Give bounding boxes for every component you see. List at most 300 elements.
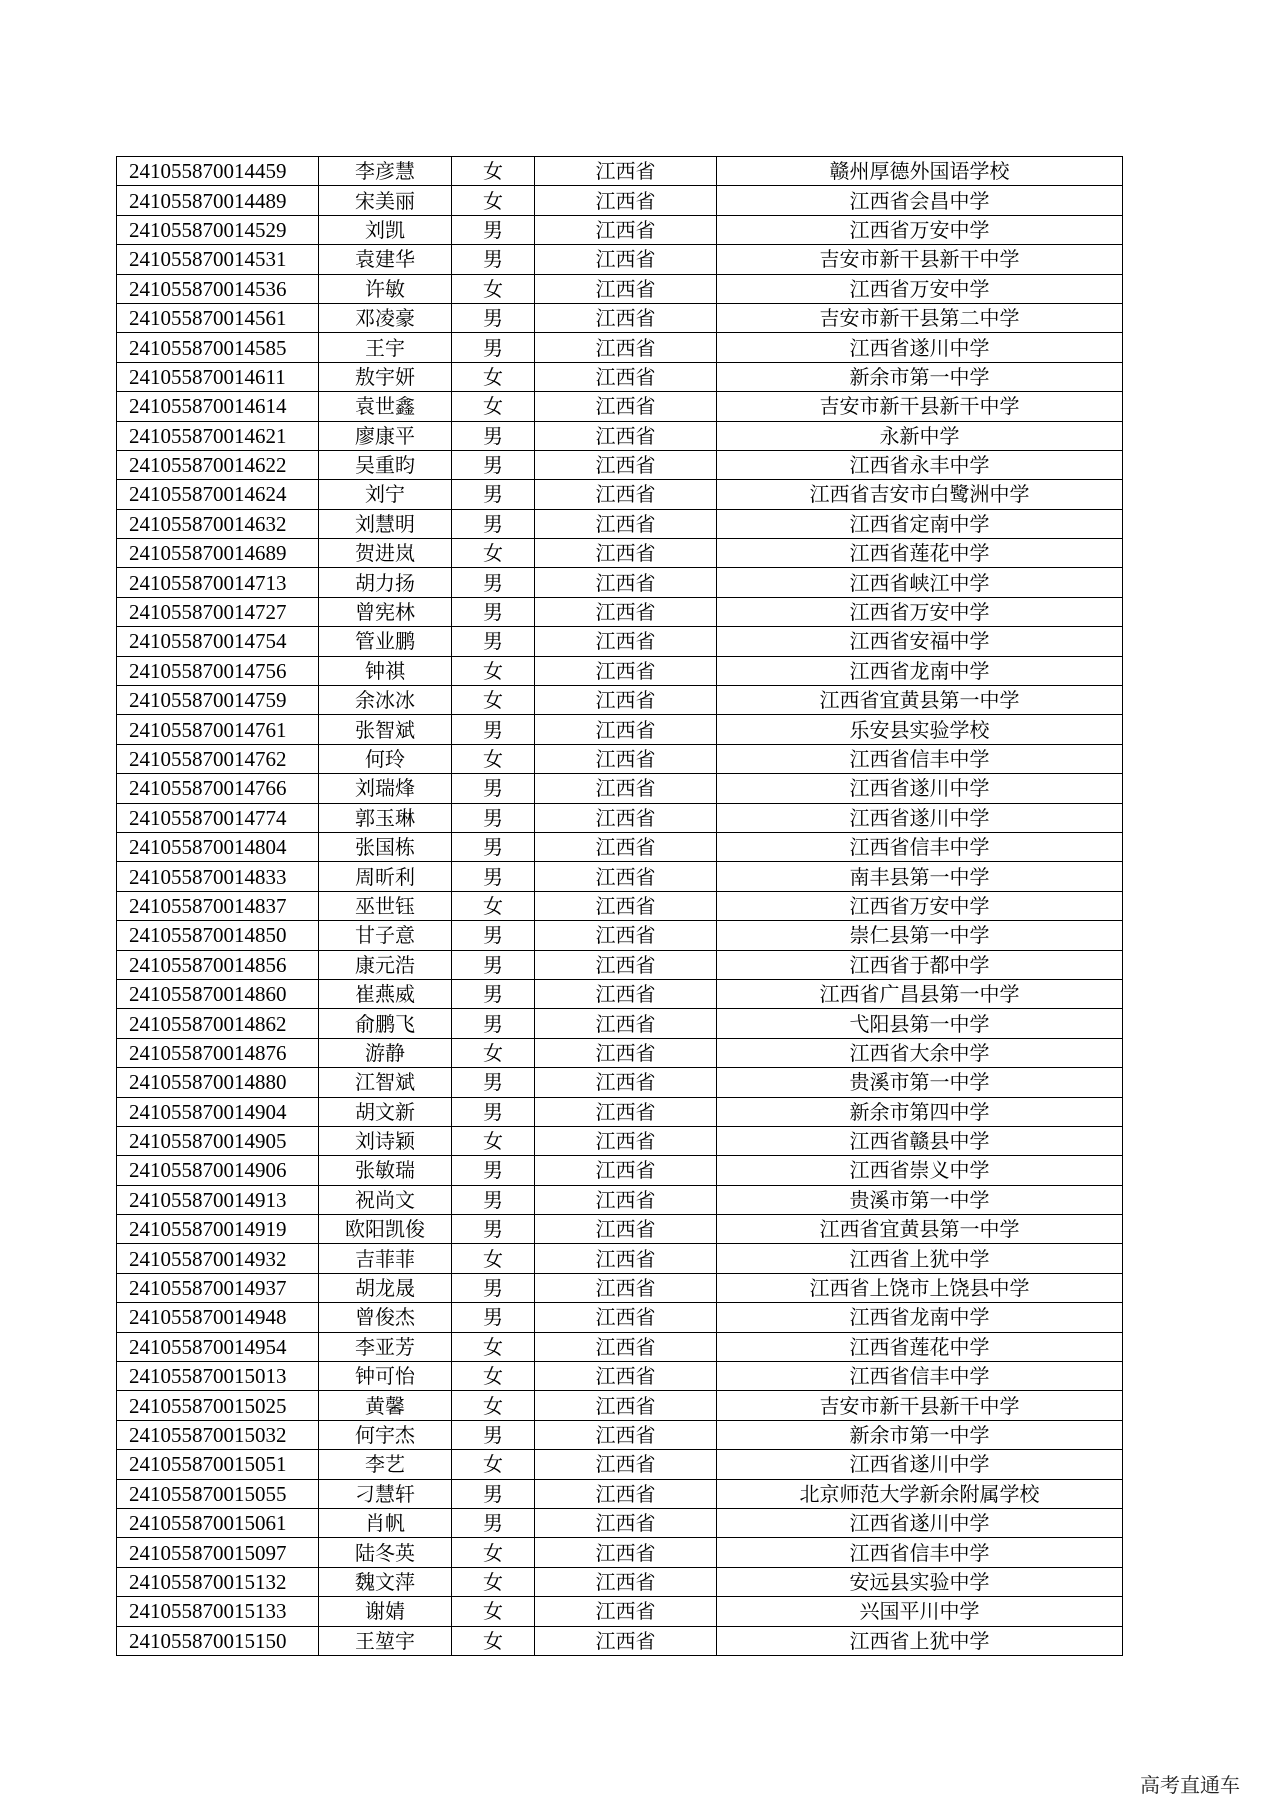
table-row: [117, 656, 1123, 685]
province-cell: 江西省: [535, 1273, 717, 1302]
gender-cell: 女: [452, 186, 535, 215]
exam-id-cell: 241055870014856: [117, 950, 319, 979]
gender-cell: 女: [452, 362, 535, 391]
province-cell: 江西省: [535, 862, 717, 891]
school-cell: 江西省遂川中学: [717, 803, 1123, 832]
school-cell: 江西省峡江中学: [717, 568, 1123, 597]
gender-cell: 男: [452, 1185, 535, 1214]
exam-id-cell: 241055870014754: [117, 627, 319, 656]
table-row: [117, 891, 1123, 920]
gender-cell: 女: [452, 392, 535, 421]
province-cell: 江西省: [535, 1097, 717, 1126]
school-cell: 江西省万安中学: [717, 215, 1123, 244]
school-cell: 江西省万安中学: [717, 274, 1123, 303]
name-cell: 刁慧轩: [319, 1479, 452, 1508]
name-cell: 李亚芳: [319, 1332, 452, 1361]
exam-id-cell: 241055870014774: [117, 803, 319, 832]
school-cell: 江西省遂川中学: [717, 1508, 1123, 1537]
province-cell: 江西省: [535, 568, 717, 597]
name-cell: 甘子意: [319, 921, 452, 950]
province-cell: 江西省: [535, 744, 717, 773]
exam-id-cell: 241055870014614: [117, 392, 319, 421]
table-row: [117, 421, 1123, 450]
gender-cell: 男: [452, 921, 535, 950]
school-cell: 新余市第一中学: [717, 362, 1123, 391]
name-cell: 宋美丽: [319, 186, 452, 215]
school-cell: 江西省永丰中学: [717, 450, 1123, 479]
name-cell: 廖康平: [319, 421, 452, 450]
gender-cell: 男: [452, 421, 535, 450]
school-cell: 江西省信丰中学: [717, 832, 1123, 861]
gender-cell: 男: [452, 215, 535, 244]
exam-id-cell: 241055870015032: [117, 1420, 319, 1449]
exam-id-cell: 241055870014611: [117, 362, 319, 391]
table-row: [117, 1420, 1123, 1449]
table-row: [117, 362, 1123, 391]
table-row: [117, 1450, 1123, 1479]
school-cell: 吉安市新干县新干中学: [717, 392, 1123, 421]
name-cell: 江智斌: [319, 1068, 452, 1097]
gender-cell: 男: [452, 950, 535, 979]
province-cell: 江西省: [535, 1244, 717, 1273]
province-cell: 江西省: [535, 392, 717, 421]
province-cell: 江西省: [535, 1362, 717, 1391]
table-row: [117, 245, 1123, 274]
province-cell: 江西省: [535, 509, 717, 538]
school-cell: 江西省定南中学: [717, 509, 1123, 538]
watermark-text: 高考直通车: [1140, 1773, 1240, 1797]
exam-id-cell: 241055870014585: [117, 333, 319, 362]
exam-id-cell: 241055870015150: [117, 1626, 319, 1655]
gender-cell: 女: [452, 744, 535, 773]
name-cell: 王堃宇: [319, 1626, 452, 1655]
table-row: [117, 715, 1123, 744]
exam-id-cell: 241055870014905: [117, 1126, 319, 1155]
name-cell: 胡龙晟: [319, 1273, 452, 1302]
name-cell: 刘慧明: [319, 509, 452, 538]
table-row: [117, 157, 1123, 186]
province-cell: 江西省: [535, 215, 717, 244]
province-cell: 江西省: [535, 1038, 717, 1067]
province-cell: 江西省: [535, 1538, 717, 1567]
gender-cell: 男: [452, 450, 535, 479]
province-cell: 江西省: [535, 686, 717, 715]
school-cell: 江西省遂川中学: [717, 1450, 1123, 1479]
name-cell: 钟可怡: [319, 1362, 452, 1391]
admission-list-table: [116, 156, 1123, 1656]
table-row: [117, 1156, 1123, 1185]
province-cell: 江西省: [535, 656, 717, 685]
gender-cell: 男: [452, 303, 535, 332]
table-row: [117, 1009, 1123, 1038]
table-row: [117, 1215, 1123, 1244]
name-cell: 郭玉琳: [319, 803, 452, 832]
exam-id-cell: 241055870014904: [117, 1097, 319, 1126]
province-cell: 江西省: [535, 1626, 717, 1655]
table-row: [117, 1068, 1123, 1097]
school-cell: 江西省吉安市白鹭洲中学: [717, 480, 1123, 509]
name-cell: 周昕利: [319, 862, 452, 891]
exam-id-cell: 241055870014850: [117, 921, 319, 950]
school-cell: 江西省宜黄县第一中学: [717, 1215, 1123, 1244]
school-cell: 安远县实验中学: [717, 1567, 1123, 1596]
exam-id-cell: 241055870014954: [117, 1332, 319, 1361]
province-cell: 江西省: [535, 1567, 717, 1596]
exam-id-cell: 241055870014913: [117, 1185, 319, 1214]
table-row: [117, 832, 1123, 861]
province-cell: 江西省: [535, 1391, 717, 1420]
province-cell: 江西省: [535, 950, 717, 979]
gender-cell: 男: [452, 568, 535, 597]
gender-cell: 男: [452, 597, 535, 626]
table-row: [117, 744, 1123, 773]
school-cell: 江西省广昌县第一中学: [717, 979, 1123, 1008]
table-row: [117, 1244, 1123, 1273]
name-cell: 魏文萍: [319, 1567, 452, 1596]
exam-id-cell: 241055870014876: [117, 1038, 319, 1067]
school-cell: 江西省上犹中学: [717, 1626, 1123, 1655]
exam-id-cell: 241055870014727: [117, 597, 319, 626]
gender-cell: 女: [452, 1244, 535, 1273]
table-row: [117, 921, 1123, 950]
name-cell: 曾宪林: [319, 597, 452, 626]
exam-id-cell: 241055870014622: [117, 450, 319, 479]
name-cell: 李彦慧: [319, 157, 452, 186]
table-row: [117, 803, 1123, 832]
table-row: [117, 1332, 1123, 1361]
school-cell: 江西省崇义中学: [717, 1156, 1123, 1185]
school-cell: 北京师范大学新余附属学校: [717, 1479, 1123, 1508]
name-cell: 俞鹏飞: [319, 1009, 452, 1038]
exam-id-cell: 241055870014766: [117, 774, 319, 803]
exam-id-cell: 241055870015013: [117, 1362, 319, 1391]
gender-cell: 女: [452, 1538, 535, 1567]
province-cell: 江西省: [535, 362, 717, 391]
name-cell: 张智斌: [319, 715, 452, 744]
school-cell: 吉安市新干县新干中学: [717, 245, 1123, 274]
gender-cell: 男: [452, 979, 535, 1008]
table-row: [117, 1303, 1123, 1332]
school-cell: 江西省会昌中学: [717, 186, 1123, 215]
exam-id-cell: 241055870014761: [117, 715, 319, 744]
name-cell: 胡文新: [319, 1097, 452, 1126]
name-cell: 刘瑞烽: [319, 774, 452, 803]
school-cell: 江西省上犹中学: [717, 1244, 1123, 1273]
province-cell: 江西省: [535, 1450, 717, 1479]
gender-cell: 男: [452, 509, 535, 538]
name-cell: 李艺: [319, 1450, 452, 1479]
gender-cell: 女: [452, 274, 535, 303]
province-cell: 江西省: [535, 539, 717, 568]
table-row: [117, 1097, 1123, 1126]
exam-id-cell: 241055870014561: [117, 303, 319, 332]
school-cell: 江西省赣县中学: [717, 1126, 1123, 1155]
name-cell: 刘诗颖: [319, 1126, 452, 1155]
name-cell: 敖宇妍: [319, 362, 452, 391]
gender-cell: 女: [452, 686, 535, 715]
exam-id-cell: 241055870014689: [117, 539, 319, 568]
table-row: [117, 1273, 1123, 1302]
gender-cell: 女: [452, 1038, 535, 1067]
name-cell: 黄馨: [319, 1391, 452, 1420]
name-cell: 袁建华: [319, 245, 452, 274]
school-cell: 兴国平川中学: [717, 1597, 1123, 1626]
name-cell: 何宇杰: [319, 1420, 452, 1449]
province-cell: 江西省: [535, 1303, 717, 1332]
province-cell: 江西省: [535, 480, 717, 509]
table-row: [117, 1626, 1123, 1655]
school-cell: 江西省龙南中学: [717, 1303, 1123, 1332]
province-cell: 江西省: [535, 157, 717, 186]
school-cell: 崇仁县第一中学: [717, 921, 1123, 950]
gender-cell: 女: [452, 539, 535, 568]
table-row: [117, 450, 1123, 479]
table-row: [117, 1538, 1123, 1567]
province-cell: 江西省: [535, 979, 717, 1008]
school-cell: 江西省大余中学: [717, 1038, 1123, 1067]
province-cell: 江西省: [535, 186, 717, 215]
province-cell: 江西省: [535, 715, 717, 744]
name-cell: 张敏瑞: [319, 1156, 452, 1185]
school-cell: 赣州厚德外国语学校: [717, 157, 1123, 186]
school-cell: 江西省信丰中学: [717, 744, 1123, 773]
table-row: [117, 1391, 1123, 1420]
gender-cell: 男: [452, 1097, 535, 1126]
name-cell: 吉菲菲: [319, 1244, 452, 1273]
exam-id-cell: 241055870015025: [117, 1391, 319, 1420]
exam-id-cell: 241055870014906: [117, 1156, 319, 1185]
gender-cell: 男: [452, 1420, 535, 1449]
table-row: [117, 1185, 1123, 1214]
school-cell: 乐安县实验学校: [717, 715, 1123, 744]
exam-id-cell: 241055870014862: [117, 1009, 319, 1038]
school-cell: 江西省信丰中学: [717, 1538, 1123, 1567]
gender-cell: 女: [452, 1626, 535, 1655]
gender-cell: 女: [452, 1567, 535, 1596]
school-cell: 江西省宜黄县第一中学: [717, 686, 1123, 715]
name-cell: 胡力扬: [319, 568, 452, 597]
exam-id-cell: 241055870014621: [117, 421, 319, 450]
exam-id-cell: 241055870014756: [117, 656, 319, 685]
exam-id-cell: 241055870014948: [117, 1303, 319, 1332]
name-cell: 巫世钰: [319, 891, 452, 920]
gender-cell: 女: [452, 1332, 535, 1361]
school-cell: 江西省万安中学: [717, 891, 1123, 920]
table-row: [117, 333, 1123, 362]
school-cell: 江西省于都中学: [717, 950, 1123, 979]
province-cell: 江西省: [535, 245, 717, 274]
gender-cell: 男: [452, 333, 535, 362]
exam-id-cell: 241055870014531: [117, 245, 319, 274]
gender-cell: 男: [452, 245, 535, 274]
name-cell: 游静: [319, 1038, 452, 1067]
name-cell: 张国栋: [319, 832, 452, 861]
table-row: [117, 1567, 1123, 1596]
gender-cell: 男: [452, 1068, 535, 1097]
province-cell: 江西省: [535, 1185, 717, 1214]
table-row: [117, 950, 1123, 979]
province-cell: 江西省: [535, 303, 717, 332]
gender-cell: 男: [452, 1156, 535, 1185]
province-cell: 江西省: [535, 597, 717, 626]
table-row: [117, 303, 1123, 332]
name-cell: 贺进岚: [319, 539, 452, 568]
table-row: [117, 979, 1123, 1008]
exam-id-cell: 241055870014713: [117, 568, 319, 597]
name-cell: 康元浩: [319, 950, 452, 979]
table-row: [117, 1508, 1123, 1537]
name-cell: 吴重昀: [319, 450, 452, 479]
gender-cell: 男: [452, 862, 535, 891]
name-cell: 王宇: [319, 333, 452, 362]
name-cell: 邓凌豪: [319, 303, 452, 332]
school-cell: 江西省遂川中学: [717, 333, 1123, 362]
province-cell: 江西省: [535, 774, 717, 803]
name-cell: 刘宁: [319, 480, 452, 509]
table-row: [117, 392, 1123, 421]
province-cell: 江西省: [535, 1508, 717, 1537]
gender-cell: 男: [452, 480, 535, 509]
gender-cell: 女: [452, 656, 535, 685]
table-row: [117, 568, 1123, 597]
gender-cell: 男: [452, 1479, 535, 1508]
name-cell: 许敏: [319, 274, 452, 303]
exam-id-cell: 241055870015132: [117, 1567, 319, 1596]
province-cell: 江西省: [535, 333, 717, 362]
table-row: [117, 774, 1123, 803]
province-cell: 江西省: [535, 891, 717, 920]
exam-id-cell: 241055870014880: [117, 1068, 319, 1097]
exam-id-cell: 241055870014489: [117, 186, 319, 215]
province-cell: 江西省: [535, 1156, 717, 1185]
gender-cell: 女: [452, 891, 535, 920]
province-cell: 江西省: [535, 1420, 717, 1449]
school-cell: 江西省安福中学: [717, 627, 1123, 656]
name-cell: 曾俊杰: [319, 1303, 452, 1332]
exam-id-cell: 241055870014937: [117, 1273, 319, 1302]
school-cell: 吉安市新干县第二中学: [717, 303, 1123, 332]
table-row: [117, 539, 1123, 568]
school-cell: 贵溪市第一中学: [717, 1185, 1123, 1214]
table-row: [117, 1126, 1123, 1155]
school-cell: 江西省上饶市上饶县中学: [717, 1273, 1123, 1302]
province-cell: 江西省: [535, 921, 717, 950]
exam-id-cell: 241055870014932: [117, 1244, 319, 1273]
table-row: [117, 215, 1123, 244]
table-row: [117, 186, 1123, 215]
school-cell: 江西省龙南中学: [717, 656, 1123, 685]
gender-cell: 女: [452, 1362, 535, 1391]
exam-id-cell: 241055870014759: [117, 686, 319, 715]
exam-id-cell: 241055870014919: [117, 1215, 319, 1244]
gender-cell: 男: [452, 627, 535, 656]
table-row: [117, 686, 1123, 715]
gender-cell: 男: [452, 832, 535, 861]
province-cell: 江西省: [535, 1597, 717, 1626]
province-cell: 江西省: [535, 450, 717, 479]
province-cell: 江西省: [535, 421, 717, 450]
school-cell: 江西省万安中学: [717, 597, 1123, 626]
name-cell: 崔燕威: [319, 979, 452, 1008]
province-cell: 江西省: [535, 627, 717, 656]
table-row: [117, 627, 1123, 656]
school-cell: 江西省遂川中学: [717, 774, 1123, 803]
gender-cell: 男: [452, 715, 535, 744]
school-cell: 新余市第一中学: [717, 1420, 1123, 1449]
school-cell: 江西省莲花中学: [717, 539, 1123, 568]
gender-cell: 女: [452, 1126, 535, 1155]
gender-cell: 男: [452, 803, 535, 832]
table-row: [117, 1038, 1123, 1067]
name-cell: 刘凯: [319, 215, 452, 244]
exam-id-cell: 241055870014837: [117, 891, 319, 920]
exam-id-cell: 241055870014804: [117, 832, 319, 861]
table-row: [117, 509, 1123, 538]
name-cell: 余冰冰: [319, 686, 452, 715]
province-cell: 江西省: [535, 803, 717, 832]
exam-id-cell: 241055870014459: [117, 157, 319, 186]
name-cell: 欧阳凯俊: [319, 1215, 452, 1244]
school-cell: 吉安市新干县新干中学: [717, 1391, 1123, 1420]
gender-cell: 女: [452, 1391, 535, 1420]
province-cell: 江西省: [535, 1479, 717, 1508]
table-row: [117, 274, 1123, 303]
table-row: [117, 1362, 1123, 1391]
gender-cell: 男: [452, 1303, 535, 1332]
name-cell: 祝尚文: [319, 1185, 452, 1214]
school-cell: 弋阳县第一中学: [717, 1009, 1123, 1038]
exam-id-cell: 241055870015051: [117, 1450, 319, 1479]
province-cell: 江西省: [535, 1332, 717, 1361]
table-body: [117, 157, 1123, 1656]
gender-cell: 女: [452, 1597, 535, 1626]
province-cell: 江西省: [535, 1215, 717, 1244]
gender-cell: 男: [452, 1009, 535, 1038]
gender-cell: 女: [452, 157, 535, 186]
table-row: [117, 1479, 1123, 1508]
exam-id-cell: 241055870014762: [117, 744, 319, 773]
table-row: [117, 480, 1123, 509]
school-cell: 江西省莲花中学: [717, 1332, 1123, 1361]
table-row: [117, 1597, 1123, 1626]
gender-cell: 男: [452, 1508, 535, 1537]
name-cell: 肖帆: [319, 1508, 452, 1537]
province-cell: 江西省: [535, 274, 717, 303]
province-cell: 江西省: [535, 832, 717, 861]
school-cell: 南丰县第一中学: [717, 862, 1123, 891]
name-cell: 管业鹏: [319, 627, 452, 656]
gender-cell: 女: [452, 1450, 535, 1479]
exam-id-cell: 241055870014624: [117, 480, 319, 509]
school-cell: 新余市第四中学: [717, 1097, 1123, 1126]
school-cell: 永新中学: [717, 421, 1123, 450]
gender-cell: 男: [452, 1215, 535, 1244]
gender-cell: 男: [452, 1273, 535, 1302]
exam-id-cell: 241055870015133: [117, 1597, 319, 1626]
school-cell: 江西省信丰中学: [717, 1362, 1123, 1391]
table-row: [117, 597, 1123, 626]
exam-id-cell: 241055870015097: [117, 1538, 319, 1567]
name-cell: 陆冬英: [319, 1538, 452, 1567]
exam-id-cell: 241055870015061: [117, 1508, 319, 1537]
exam-id-cell: 241055870014529: [117, 215, 319, 244]
province-cell: 江西省: [535, 1009, 717, 1038]
name-cell: 袁世鑫: [319, 392, 452, 421]
province-cell: 江西省: [535, 1126, 717, 1155]
exam-id-cell: 241055870014860: [117, 979, 319, 1008]
name-cell: 谢婧: [319, 1597, 452, 1626]
exam-id-cell: 241055870014833: [117, 862, 319, 891]
